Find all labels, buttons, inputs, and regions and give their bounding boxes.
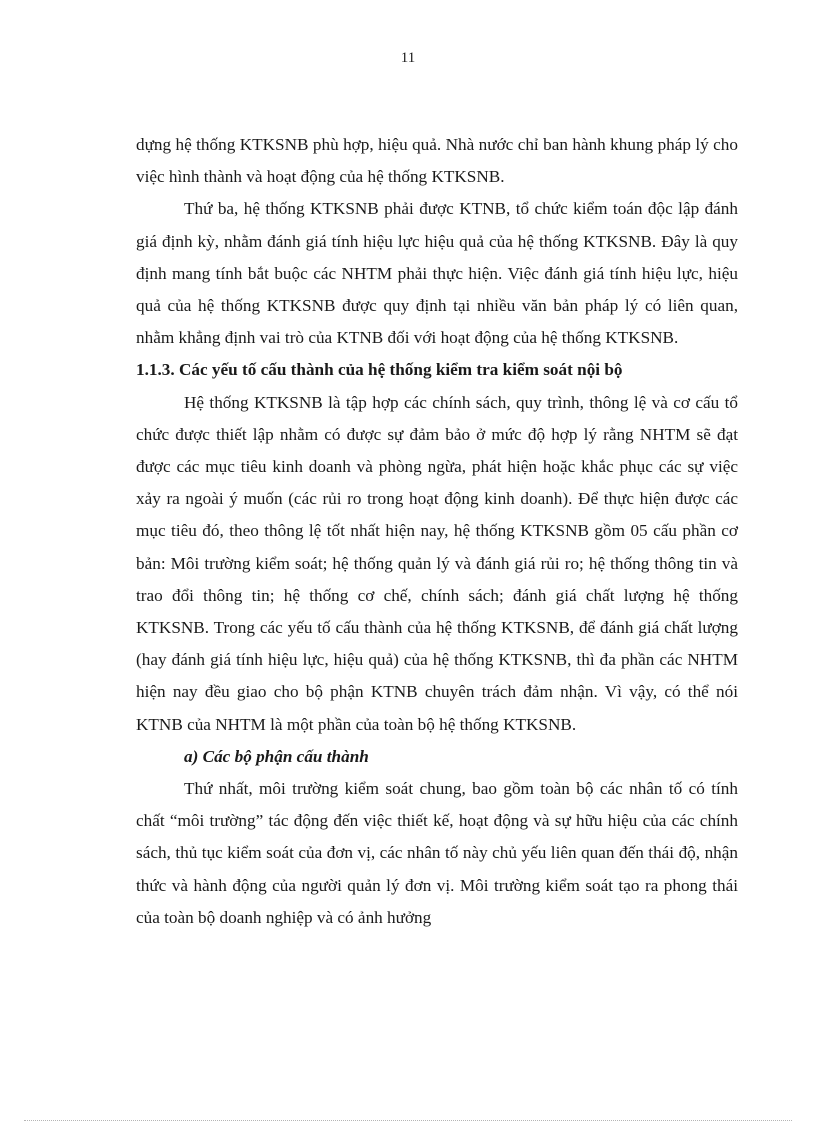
page-number: 11 — [400, 50, 416, 66]
paragraph-third-point: Thứ ba, hệ thống KTKSNB phải được KTNB, tổ chức kiểm toán độc lập đánh giá định kỳ, nhằm đánh giá tính hiệu lực hiệu quả của hệ thống KTKSNB. Đây là quy định mang tính bắt buộc các NHTM phải thực hiện. Việc đánh giá tính hiệu lực, hiệu quả của hệ thống KTKSNB được quy định tại nhiều văn bản pháp lý có liên quan, nhằm khẳng định vai trò của KTNB đối với hoạt động của hệ thống KTKSNB. — [136, 199, 738, 348]
paragraph-continuation: dựng hệ thống KTKSNB phù hợp, hiệu quả. Nhà nước chỉ ban hành khung pháp lý cho việc hình thành và hoạt động của hệ thống KTKSNB. — [136, 135, 738, 187]
footer-divider — [24, 1120, 792, 1121]
document-body — [136, 129, 738, 934]
subsection-heading: a) Các bộ phận cấu thành — [184, 746, 369, 766]
section-heading: 1.1.3. Các yếu tố cấu thành của hệ thống kiểm tra kiểm soát nội bộ — [136, 360, 623, 380]
paragraph-control-environment: Thứ nhất, môi trường kiểm soát chung, bao gồm toàn bộ các nhân tố có tính chất “môi trường” tác động đến việc thiết kế, hoạt động và sự hữu hiệu của các chính sách, thủ tục kiểm soát của đơn vị, các nhân tố này chủ yếu liên quan đến thái độ, nhận thức và hành động của người quản lý đơn vị. Môi trường kiểm soát tạo ra phong thái của toàn bộ doanh nghiệp và có ảnh hưởng — [136, 779, 738, 927]
paragraph-system-definition: Hệ thống KTKSNB là tập hợp các chính sách, quy trình, thông lệ và cơ cấu tổ chức được thiết lập nhằm có được sự đảm bảo ở mức độ hợp lý rằng NHTM sẽ đạt được các mục tiêu kinh doanh và phòng ngừa, phát hiện hoặc khắc phục các sự việc xảy ra ngoài ý muốn (các rủi ro trong hoạt động kinh doanh). Để thực hiện được các mục tiêu đó, theo thông lệ tốt nhất hiện nay, hệ thống KTKSNB gồm 05 cấu phần cơ bản: Môi trường kiểm soát; hệ thống quản lý và đánh giá rủi ro; hệ thống thông tin và trao đổi thông tin; hệ thống cơ chế, chính sách; đánh giá chất lượng hệ thống KTKSNB. Trong các yếu tố cấu thành của hệ thống KTKSNB, để đánh giá chất lượng (hay đánh giá tính hiệu lực, hiệu quả) của hệ thống KTKSNB, thì đa phần các NHTM hiện nay đều giao cho bộ phận KTNB chuyên trách đảm nhận. Vì vậy, có thể nói KTNB của NHTM là một phần của toàn bộ hệ thống KTKSNB. — [136, 392, 738, 734]
